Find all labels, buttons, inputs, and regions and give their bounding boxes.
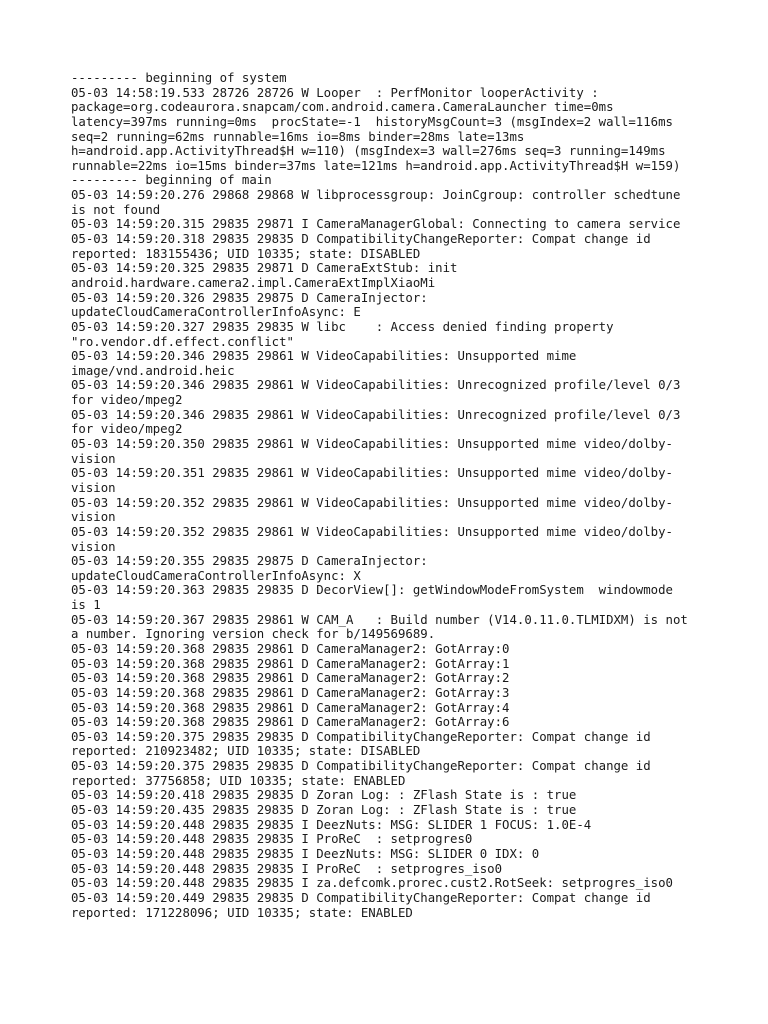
log-line: 05-03 14:59:20.352 29835 29861 W VideoCapabilities: Unsupported mime video/dolby-: [71, 495, 673, 510]
log-line: reported: 171228096; UID 10335; state: ENABLED: [71, 905, 413, 920]
log-line: 05-03 14:59:20.346 29835 29861 W VideoCapabilities: Unrecognized profile/level 0/3: [71, 407, 681, 422]
log-line: 05-03 14:59:20.418 29835 29835 D Zoran Log: : ZFlash State is : true: [71, 788, 577, 803]
log-line: 05-03 14:59:20.368 29835 29861 D CameraManager2: GotArray:6: [71, 715, 510, 730]
log-line: vision: [71, 510, 116, 525]
log-line: vision: [71, 539, 116, 554]
log-line: 05-03 14:59:20.448 29835 29835 I ProReC : setprogres0: [71, 832, 473, 847]
log-line: "ro.vendor.df.effect.conflict": [71, 334, 294, 349]
log-line: updateCloudCameraControllerInfoAsync: E: [71, 305, 361, 320]
log-line: 05-03 14:59:20.435 29835 29835 D Zoran Log: : ZFlash State is : true: [71, 803, 577, 818]
log-line: is not found: [71, 202, 161, 217]
log-line: latency=397ms running=0ms procState=-1 historyMsgCount=3 (msgIndex=2 wall=116ms: [71, 114, 673, 129]
log-line: 05-03 14:59:20.368 29835 29861 D CameraManager2: GotArray:2: [71, 671, 510, 686]
log-line: h=android.app.ActivityThread$H w=110) (msgIndex=3 wall=276ms seq=3 running=149ms: [71, 144, 666, 159]
log-line: 05-03 14:59:20.326 29835 29875 D CameraInjector:: [71, 290, 428, 305]
log-line: 05-03 14:59:20.325 29835 29871 D CameraExtStub: init: [71, 261, 458, 276]
log-line: 05-03 14:59:20.318 29835 29835 D CompatibilityChangeReporter: Compat change id: [71, 232, 651, 247]
log-line: 05-03 14:59:20.276 29868 29868 W libprocessgroup: JoinCgroup: controller schedtune: [71, 188, 681, 203]
log-line: package=org.codeaurora.snapcam/com.android.camera.CameraLauncher time=0ms: [71, 100, 614, 115]
log-line: 05-03 14:59:20.368 29835 29861 D CameraManager2: GotArray:4: [71, 700, 510, 715]
log-line: image/vnd.android.heic: [71, 363, 235, 378]
log-line: --------- beginning of system: [71, 71, 287, 85]
log-line: 05-03 14:59:20.368 29835 29861 D CameraManager2: GotArray:3: [71, 685, 510, 700]
log-line: a number. Ignoring version check for b/149569689.: [71, 627, 436, 642]
log-line: android.hardware.camera2.impl.CameraExtImplXiaoMi: [71, 275, 436, 290]
log-line: 05-03 14:59:20.448 29835 29835 I za.defcomk.prorec.cust2.RotSeek: setprogres_iso0: [71, 876, 673, 891]
log-line: 05-03 14:59:20.375 29835 29835 D CompatibilityChangeReporter: Compat change id: [71, 729, 651, 744]
log-line: reported: 37756858; UID 10335; state: ENABLED: [71, 773, 406, 788]
log-line: for video/mpeg2: [71, 422, 183, 437]
log-line: 05-03 14:59:20.449 29835 29835 D CompatibilityChangeReporter: Compat change id: [71, 890, 651, 905]
log-line: 05-03 14:59:20.351 29835 29861 W VideoCapabilities: Unsupported mime video/dolby-: [71, 466, 673, 481]
log-line: 05-03 14:59:20.327 29835 29835 W libc : Access denied finding property: [71, 319, 614, 334]
log-line: 05-03 14:59:20.346 29835 29861 W VideoCapabilities: Unrecognized profile/level 0/3: [71, 378, 681, 393]
log-line: is 1: [71, 598, 101, 613]
log-line: 05-03 14:59:20.352 29835 29861 W VideoCapabilities: Unsupported mime video/dolby-: [71, 524, 673, 539]
log-line: 05-03 14:59:20.448 29835 29835 I DeezNuts: MSG: SLIDER 0 IDX: 0: [71, 846, 540, 861]
log-line: vision: [71, 480, 116, 495]
log-line: 05-03 14:59:20.367 29835 29861 W CAM_A : Build number (V14.0.11.0.TLMIDXM) is not: [71, 612, 688, 627]
log-line: 05-03 14:59:20.350 29835 29861 W VideoCapabilities: Unsupported mime video/dolby-: [71, 437, 673, 452]
log-line: 05-03 14:59:20.355 29835 29875 D CameraInjector:: [71, 554, 428, 569]
log-document-page: [71, 71, 760, 920]
log-line: for video/mpeg2: [71, 393, 183, 408]
log-line: reported: 210923482; UID 10335; state: DISABLED: [71, 744, 421, 759]
log-line: reported: 183155436; UID 10335; state: DISABLED: [71, 246, 421, 261]
log-line: 05-03 14:59:20.346 29835 29861 W VideoCapabilities: Unsupported mime: [71, 349, 577, 364]
log-line: vision: [71, 451, 116, 466]
log-line: 05-03 14:59:20.315 29835 29871 I CameraManagerGlobal: Connecting to camera service: [71, 217, 681, 232]
log-line: 05-03 14:59:20.363 29835 29835 D DecorView[]: getWindowModeFromSystem windowmode: [71, 583, 673, 598]
log-line: seq=2 running=62ms runnable=16ms io=8ms binder=28ms late=13ms: [71, 129, 525, 144]
log-line: runnable=22ms io=15ms binder=37ms late=121ms h=android.app.ActivityThread$H w=159): [71, 158, 681, 173]
log-line: updateCloudCameraControllerInfoAsync: X: [71, 568, 361, 583]
log-line: 05-03 14:59:20.368 29835 29861 D CameraManager2: GotArray:0: [71, 641, 510, 656]
log-text-block: [71, 71, 760, 920]
log-line: 05-03 14:59:20.448 29835 29835 I DeezNuts: MSG: SLIDER 1 FOCUS: 1.0E-4: [71, 817, 592, 832]
log-line: 05-03 14:58:19.533 28726 28726 W Looper : PerfMonitor looperActivity :: [71, 85, 599, 100]
log-line: 05-03 14:59:20.448 29835 29835 I ProReC : setprogres_iso0: [71, 861, 503, 876]
log-line: --------- beginning of main: [71, 173, 272, 188]
log-line: 05-03 14:59:20.368 29835 29861 D CameraManager2: GotArray:1: [71, 656, 510, 671]
log-line: 05-03 14:59:20.375 29835 29835 D CompatibilityChangeReporter: Compat change id: [71, 759, 651, 774]
